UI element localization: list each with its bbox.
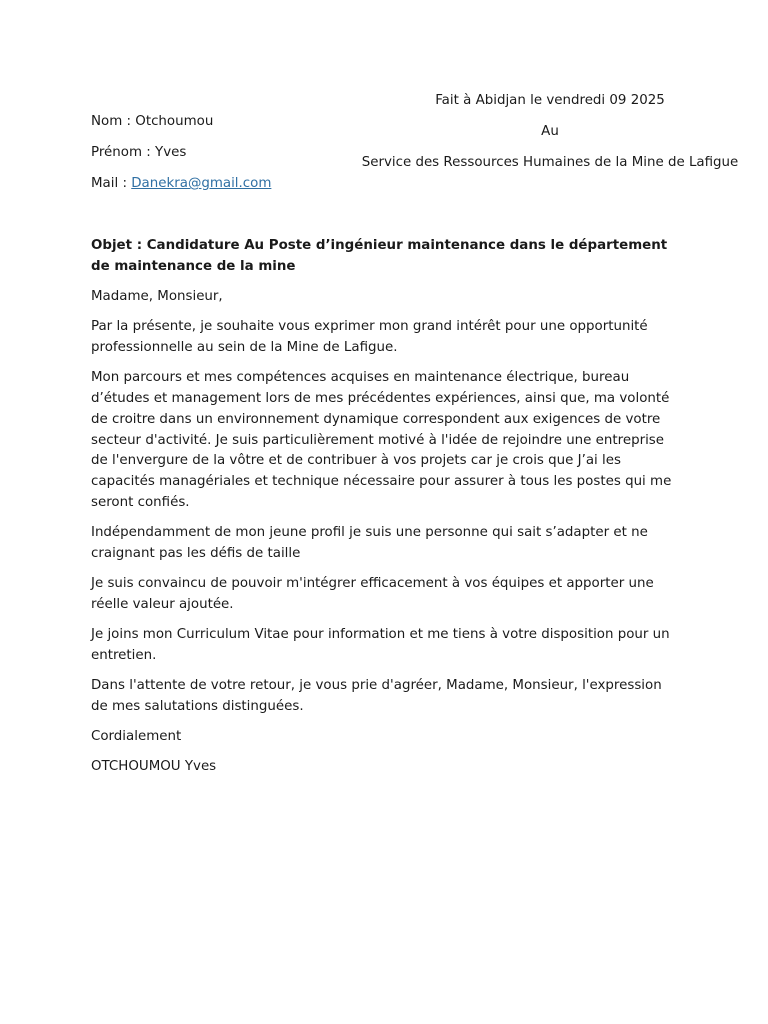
recipient-name: Service des Ressources Humaines de la Mine de Lafigue [361,155,739,170]
sender-mail [91,176,271,191]
subject-line: Objet : Candidature Au Poste d’ingénieur maintenance dans le département de maintenance de la mine [91,238,668,274]
sender-prenom: Prénom : Yves [91,145,187,160]
paragraph-background: Mon parcours et mes compétences acquises en maintenance électrique, bureau d’études et management lors de mes précédentes expériences, ainsi que, ma volonté de croitre dans un environnement dynamique correspondent aux exigences de votre secteur d'activité. Je suis particulièrement motivé à l'idée de rejoindre une entreprise de l'envergure de la vôtre et de contribuer à vos projets car je crois que J’ai les capacités managériales et technique nécessaire pour assurer à tous les postes qui me seront confiés. [91,370,672,510]
paragraph-interest: Par la présente, je souhaite vous exprimer mon grand intérêt pour une opportunité professionnelle au sein de la Mine de Lafigue. [91,319,648,355]
sender-nom: Nom : Otchoumou [91,114,214,129]
place-date: Fait à Abidjan le vendredi 09 2025 [435,93,665,108]
signature: OTCHOUMOU Yves [91,759,217,775]
paragraph-cv: Je joins mon Curriculum Vitae pour information et me tiens à votre disposition pour un entretien. [91,627,670,663]
mail-link[interactable]: Danekra@gmail.com [131,176,272,191]
letter-body [91,236,681,787]
paragraph-closing-formula: Dans l'attente de votre retour, je vous prie d'agréer, Madame, Monsieur, l'expression de mes salutations distinguées. [91,678,662,714]
mail-label: Mail : [91,176,132,191]
paragraph-profile: Indépendamment de mon jeune profil je suis une personne qui sait s’adapter et ne craignant pas les défis de taille [91,525,648,561]
salutation: Madame, Monsieur, [91,288,223,304]
to-label: Au [541,124,559,139]
paragraph-value: Je suis convaincu de pouvoir m'intégrer efficacement à vos équipes et apporter une réelle valeur ajoutée. [91,576,654,612]
closing: Cordialement [91,729,182,745]
